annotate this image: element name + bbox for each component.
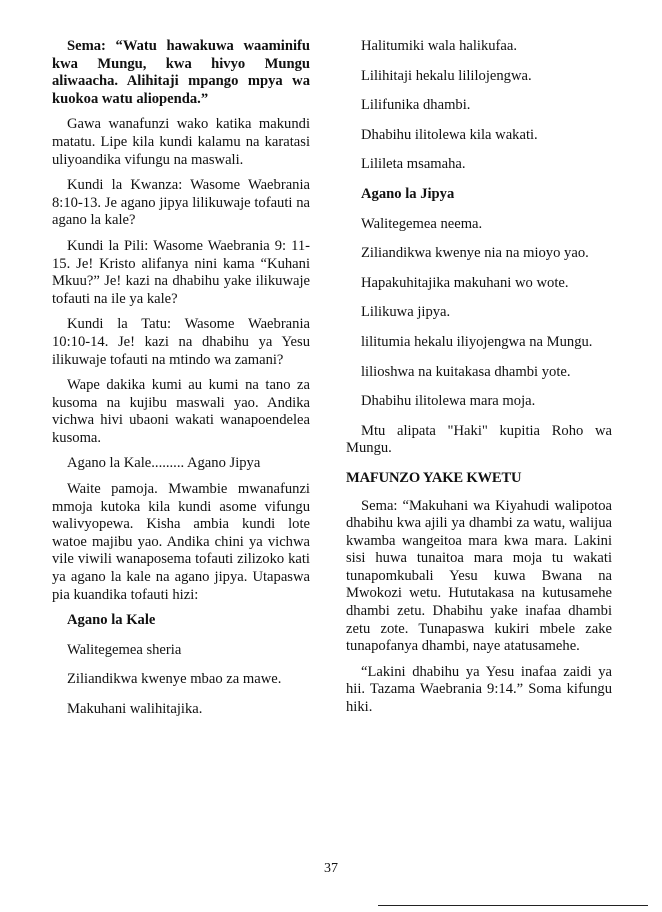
intro-paragraph: Sema: “Watu hawakuwa waaminifu kwa Mungu, kwa hivyo Mungu aliwaacha. Alihitaji mpango mpya wa kuokoa watu aliopenda.”	[52, 38, 310, 107]
closing-paragraph: “Lakini dhabihu ya Yesu inafaa zaidi ya hii. Tazama Waebrania 9:14.” Soma kifungu hiki.	[346, 663, 612, 716]
list-item: Hapakuhitajika makuhani wo wote.	[361, 274, 569, 291]
list-item: lilitumia hekalu iliyojengwa na Mungu.	[361, 333, 593, 350]
list-item: lilioshwa na kuitakasa dhambi yote.	[361, 363, 571, 380]
group-two-paragraph: Kundi la Pili: Wasome Waebrania 9: 11-15. Je! Kristo alifanya nini kama “Kuhani Mkuu?” Je! kazi na dhabihu yake ilikuwaje tofauti na ile ya kale?	[52, 237, 310, 307]
group-instructions-paragraph: Gawa wanafunzi wako katika makundi matatu. Lipe kila kundi kalamu na karatasi uliyoandika vifungu na maswali.	[52, 116, 310, 168]
list-item: Dhabihu ilitolewa mara moja.	[361, 393, 536, 410]
list-item: Dhabihu ilitolewa kila wakati.	[361, 126, 538, 143]
section-heading: MAFUNZO YAKE KWETU	[346, 469, 522, 486]
old-covenant-heading: Agano la Kale	[67, 612, 156, 629]
list-item: Walitegemea sheria	[67, 641, 182, 658]
list-item: Lilileta msamaha.	[361, 156, 466, 173]
group-three-paragraph: Kundi la Tatu: Wasome Waebrania 10:10-14. Je! kazi na dhabihu ya Yesu ilikuwaje tofauti na mtindo wa zamani?	[52, 316, 310, 368]
list-item: Lilihitaji hekalu lililojengwa.	[361, 67, 532, 84]
lesson-paragraph: Sema: “Makuhani wa Kiyahudi walipotoa dhabihu kwa ajili ya dhambi za watu, walijua kwamba wangeitoa mara kwa mara. Lakini sisi huwa tunaitoa mara moja tu wakati tunapomkubali Yesu kuwa Bwana na Mwokozi wetu. Hututakasa na kutusamehe dhambi zetu. Dhabihu yake inafaa dhambi zetu zote. Tunapaswa kukiri mbele zake tunapofanya dhambi, naye atatusamehe.	[346, 497, 612, 655]
list-item: Mtu alipata "Haki" kupitia Roho wa Mungu.	[346, 422, 612, 457]
board-headings-line: Agano la Kale......... Agano Jipya	[67, 455, 261, 472]
reading-time-paragraph: Wape dakika kumi au kumi na tano za kusoma na kujibu maswali yao. Andika vichwa hivi ubaoni wakati wanapoendelea kusoma.	[52, 377, 310, 446]
left-column	[52, 38, 310, 731]
list-item: Ziliandikwa kwenye mbao za mawe.	[67, 671, 282, 688]
list-item: Makuhani walihitajika.	[67, 701, 203, 717]
new-covenant-heading: Agano la Jipya	[361, 185, 455, 202]
footer-rule	[378, 905, 648, 906]
list-item: Walitegemea neema.	[361, 215, 483, 232]
page-number: 37	[324, 861, 338, 876]
group-one-paragraph: Kundi la Kwanza: Wasome Waebrania 8:10-13. Je agano jipya lilikuwaje tofauti na agano la kale?	[52, 177, 310, 229]
discussion-paragraph: Waite pamoja. Mwambie mwanafunzi mmoja kutoka kila kundi asome vifungu walivyopewa. Kisha ambia kundi lote watoe majibu yao. Andika chini ya vichwa vile viwili wanaposema tofauti zilizoko kati ya agano la kale na agano jipya. Utapaswa pia kuandika tofauti hizi:	[52, 481, 310, 603]
list-item: Lilifunika dhambi.	[361, 97, 471, 114]
list-item: Lilikuwa jipya.	[361, 304, 451, 321]
list-item: Halitumiki wala halikufaa.	[361, 38, 518, 54]
list-item: Ziliandikwa kwenye nia na mioyo yao.	[361, 245, 589, 262]
right-column	[346, 38, 612, 725]
